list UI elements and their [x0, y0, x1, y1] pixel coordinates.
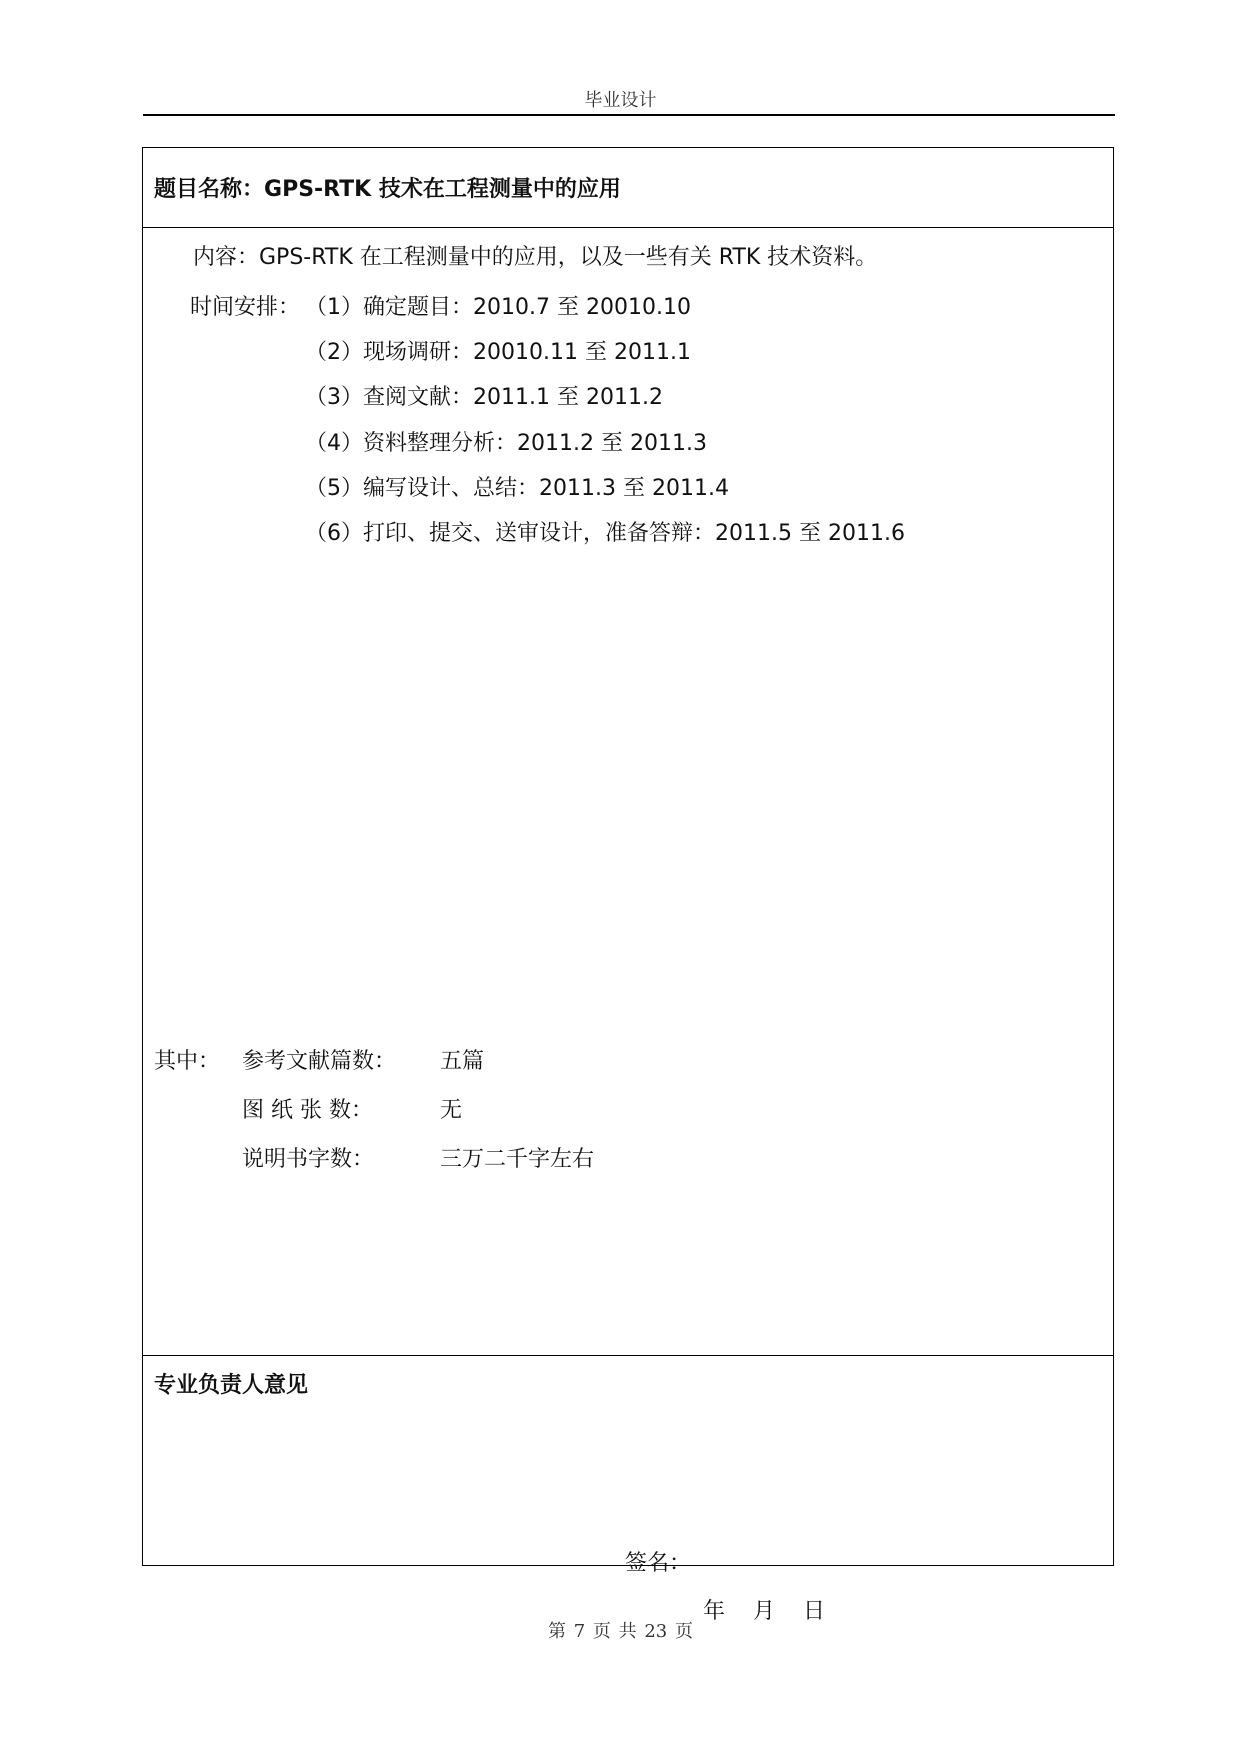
opinion-label: 专业负责人意见 — [154, 1373, 309, 1398]
page-header: 毕业设计 — [584, 90, 657, 111]
stats-value-drawings: 无 — [440, 1098, 463, 1123]
stats-label-word-count: 说明书字数： — [242, 1147, 375, 1172]
date-line: 年 月 日 — [703, 1599, 825, 1624]
header-rule — [143, 114, 1115, 116]
schedule-item-1: （1）确定题目：2010.7 至 20010.10 — [305, 295, 691, 320]
schedule-item-2: （2）现场调研：20010.11 至 2011.1 — [305, 340, 691, 365]
stats-value-references: 五篇 — [440, 1049, 485, 1074]
opinion-row — [143, 1356, 1113, 1624]
schedule-label: 时间安排： — [190, 295, 301, 320]
stats-label-references: 参考文献篇数： — [242, 1049, 397, 1074]
schedule-item-4: （4）资料整理分析：2011.2 至 2011.3 — [305, 431, 707, 456]
title-line — [154, 172, 621, 203]
page-footer: 第 7 页 共 23 页 — [548, 1621, 693, 1642]
content-summary: 内容：GPS-RTK 在工程测量中的应用，以及一些有关 RTK 技术资料。 — [193, 245, 878, 270]
stats-value-word-count: 三万二千字左右 — [440, 1147, 595, 1172]
title-value: GPS-RTK 技术在工程测量中的应用 — [264, 177, 621, 202]
title-row — [143, 148, 1113, 228]
schedule-item-5: （5）编写设计、总结：2011.3 至 2011.4 — [305, 476, 729, 501]
signature-label: 签名： — [625, 1551, 692, 1576]
stats-prefix: 其中： — [154, 1049, 221, 1074]
schedule-item-3: （3）查阅文献：2011.1 至 2011.2 — [305, 385, 663, 410]
stats-label-drawings: 图 纸 张 数： — [242, 1098, 373, 1123]
task-form — [142, 147, 1114, 1624]
title-label: 题目名称： — [154, 177, 265, 202]
content-row — [143, 228, 1113, 1356]
schedule-item-6: （6）打印、提交、送审设计，准备答辩：2011.5 至 2011.6 — [305, 521, 905, 546]
